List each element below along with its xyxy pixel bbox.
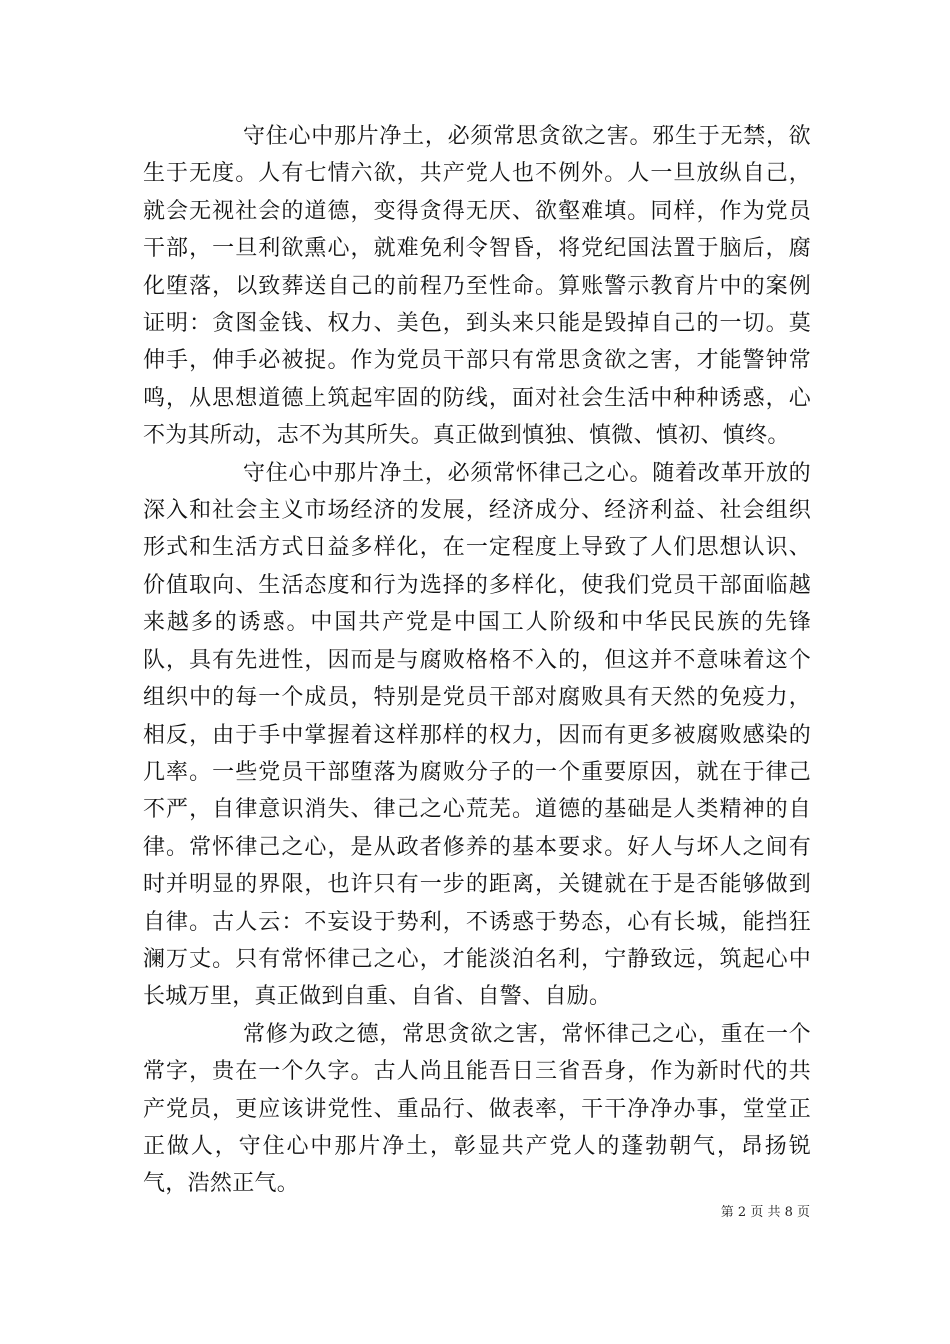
paragraph-self-discipline: 守住心中那片净土，必须常怀律己之心。随着改革开放的深入和社会主义市场经济的发展，经济成分、经济利益、社会组织形式和生活方式日益多样化，在一定程度上导致了人们思想认识、价值取向、生活态度和行为选择的多样化，使我们党员干部面临越来越多的诱惑。中国共产党是中国工人阶级和中华民民族的先锋队，具有先进性，因而是与腐败格格不入的，但这并不意味着这个组织中的每一个成员，特别是党员干部对腐败具有天然的免疫力，相反，由于手中掌握着这样那样的权力，因而有更多被腐败感染的几率。一些党员干部堕落为腐败分子的一个重要原因，就在于律己不严，自律意识消失、律己之心荒芜。道德的基础是人类精神的自律。常怀律己之心，是从政者修养的基本要求。好人与坏人之间有时并明显的界限，也许只有一步的距离，关键就在于是否能够做到自律。古人云：不妄设于势利，不诱惑于势态，心有长城，能挡狂澜万丈。只有常怀律己之心，才能淡泊名利，宁静致远，筑起心中长城万里，真正做到自重、自省、自警、自励。 bbox=[143, 460, 811, 1010]
paragraph-greed: 守住心中那片净土，必须常思贪欲之害。邪生于无禁，欲生于无度。人有七情六欲，共产党人也不例外。人一旦放纵自己，就会无视社会的道德，变得贪得无厌、欲壑难填。同样，作为党员干部，一旦利欲熏心，就难免利令智昏，将党纪国法置于脑后，腐化堕落，以致葬送自己的前程乃至性命。算账警示教育片中的案例证明：贪图金钱、权力、美色，到头来只能是毁掉自己的一切。莫伸手，伸手必被捉。作为党员干部只有常思贪欲之害，才能警钟常鸣，从思想道德上筑起牢固的防线，面对社会生活中种种诱惑，心不为其所动，志不为其所失。真正做到慎独、慎微、慎初、慎终。 bbox=[143, 124, 811, 449]
paragraph-conclusion: 常修为政之德，常思贪欲之害，常怀律己之心，重在一个常字，贵在一个久字。古人尚且能吾日三省吾身，作为新时代的共产党员，更应该讲党性、重品行、做表率，干干净净办事，堂堂正正做人，守住心中那片净土，彰显共产党人的蓬勃朝气，昂扬锐气，浩然正气。 bbox=[143, 1021, 811, 1197]
document-body bbox=[143, 118, 811, 1203]
page-number-footer: 第 2 页 共 8 页 bbox=[720, 1205, 810, 1220]
